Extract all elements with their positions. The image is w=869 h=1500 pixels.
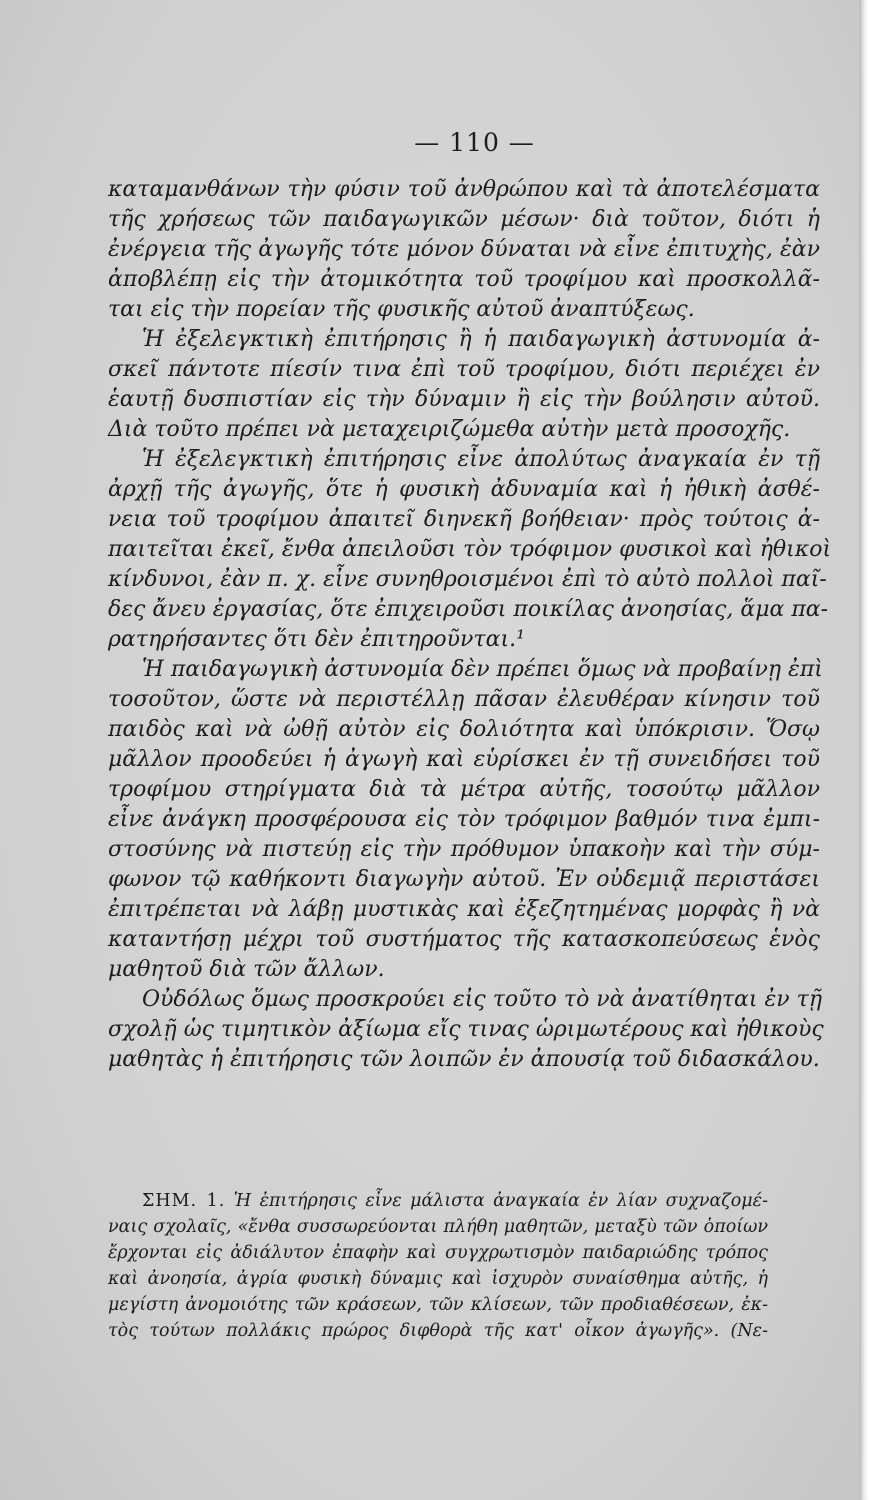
text-line: Ἡ ἐξελεγκτικὴ ἐπιτήρησις εἶνε ἀπολύτως ἀναγκαία ἐν τῇ — [142, 447, 820, 472]
text-line: εἶνε ἀνάγκη προσφέρουσα εἰς τὸν τρόφιμον βαθμόν τινα ἐμπι- — [108, 807, 820, 832]
text-line: καταμανθάνων τὴν φύσιν τοῦ ἀνθρώπου καὶ τὰ ἀποτελέσματα — [108, 177, 820, 202]
footnote-text: Ἡ ἐπιτήρησις εἶνε μάλιστα ἀναγκαία ἐν λίαν συχναζομέ- — [233, 1191, 768, 1211]
text-line: μαθητὰς ἡ ἐπιτήρησις τῶν λοιπῶν ἐν ἀπουσίᾳ τοῦ διδασκάλου. — [108, 1047, 820, 1072]
text-line: μᾶλλον προοδεύει ἡ ἀγωγὴ καὶ εὑρίσκει ἐν τῇ συνειδήσει τοῦ — [108, 747, 820, 772]
text-line: τῆς χρήσεως τῶν παιδαγωγικῶν μέσων· διὰ τοῦτον, διότι ἡ — [108, 207, 820, 232]
text-line: κίνδυνοι, ἐὰν π. χ. εἶνε συνηθροισμένοι ἐπὶ τὸ αὐτὸ πολλοὶ παῖ- — [108, 567, 827, 592]
text-line: σχολῇ ὡς τιμητικὸν ἀξίωμα εἴς τινας ὡριμωτέρους καὶ ἠθικοὺς — [108, 1017, 824, 1042]
footnote-line: ἔρχονται εἰς ἀδιάλυτον ἐπαφὴν καὶ συγχρωτισμὸν παιδαριώδης τρόπος — [108, 1243, 768, 1263]
footnote-line: μεγίστη ἀνομοιότης τῶν κράσεων, τῶν κλίσεων, τῶν προδιαθέσεων, ἐκ- — [108, 1295, 768, 1315]
text-line: παιδὸς καὶ νὰ ὠθῇ αὐτὸν εἰς δολιότητα καὶ ὑπόκρισιν. Ὅσῳ — [108, 717, 820, 742]
footnote — [108, 1190, 768, 1346]
text-line: καταντήσῃ μέχρι τοῦ συστήματος τῆς κατασκοπεύσεως ἑνὸς — [108, 927, 820, 952]
text-line: τροφίμου στηρίγματα διὰ τὰ μέτρα αὐτῆς, τοσούτῳ μᾶλλον — [108, 777, 820, 802]
text-line: Ἡ ἐξελεγκτικὴ ἐπιτήρησις ἢ ἡ παιδαγωγικὴ ἀστυνομία ἀ- — [142, 327, 820, 352]
footnote-first-line — [108, 1190, 768, 1212]
footnote-label: ΣΗΜ. 1. — [142, 1191, 226, 1211]
text-line: ἐπιτρέπεται νὰ λάβῃ μυστικὰς καὶ ἐξεζητημένας μορφὰς ἢ νὰ — [108, 897, 820, 922]
text-line: δες ἄνευ ἐργασίας, ὅτε ἐπιχειροῦσι ποικίλας ἀνοησίας, ἅμα πα- — [108, 597, 829, 622]
text-line: σκεῖ πάντοτε πίεσίν τινα ἐπὶ τοῦ τροφίμου, διότι περιέχει ἐν — [108, 357, 820, 382]
page-edge — [859, 0, 869, 1500]
text-line: ται εἰς τὴν πορείαν τῆς φυσικῆς αὐτοῦ ἀναπτύξεως. — [108, 297, 695, 322]
footnote-line: καὶ ἀνοησία, ἀγρία φυσικὴ δύναμις καὶ ἰσχυρὸν συναίσθημα αὐτῆς, ἡ — [108, 1269, 768, 1289]
footnote-line: ναις σχολαῖς, «ἔνθα συσσωρεύονται πλήθη μαθητῶν, μεταξὺ τῶν ὁποίων — [108, 1217, 768, 1237]
page-number: — 110 — — [414, 128, 535, 157]
text-line: ἀποβλέπῃ εἰς τὴν ἀτομικότητα τοῦ τροφίμου καὶ προσκολλᾶ- — [108, 267, 820, 292]
text-line: ἐνέργεια τῆς ἀγωγῆς τότε μόνον δύναται νὰ εἶνε ἐπιτυχὴς, ἐὰν — [108, 237, 820, 262]
text-line: ρατηρήσαντες ὅτι δὲν ἐπιτηροῦνται.¹ — [108, 627, 525, 652]
text-line: στοσύνης νὰ πιστεύῃ εἰς τὴν πρόθυμον ὑπακοὴν καὶ τὴν σύμ- — [108, 837, 820, 862]
footnote-line: τὸς τούτων πολλάκις πρώρος διφθορὰ τῆς κατ' οἶκον ἀγωγῆς». (Νε- — [108, 1321, 768, 1341]
text-line: τοσοῦτον, ὥστε νὰ περιστέλλῃ πᾶσαν ἐλευθέραν κίνησιν τοῦ — [108, 687, 820, 712]
text-line: φωνον τῷ καθήκοντι διαγωγὴν αὐτοῦ. Ἐν οὐδεμιᾷ περιστάσει — [108, 867, 820, 892]
body-text — [108, 176, 832, 1076]
text-line: παιτεῖται ἐκεῖ, ἔνθα ἀπειλοῦσι τὸν τρόφιμον φυσικοὶ καὶ ἠθικοὶ — [108, 537, 832, 562]
text-line: Διὰ τοῦτο πρέπει νὰ μεταχειριζώμεθα αὐτὴν μετὰ προσοχῆς. — [108, 417, 791, 442]
text-line: ἀρχῇ τῆς ἀγωγῆς, ὅτε ἡ φυσικὴ ἀδυναμία καὶ ἡ ἠθικὴ ἀσθέ- — [108, 477, 820, 502]
text-line: μαθητοῦ διὰ τῶν ἄλλων. — [108, 957, 385, 982]
text-line: Οὐδόλως ὅμως προσκρούει εἰς τοῦτο τὸ νὰ ἀνατίθηται ἐν τῇ — [142, 987, 823, 1012]
text-line: νεια τοῦ τροφίμου ἀπαιτεῖ διηνεκῆ βοήθειαν· πρὸς τούτοις ἀ- — [108, 507, 820, 532]
text-line: ἑαυτῇ δυσπιστίαν εἰς τὴν δύναμιν ἢ εἰς τὴν βούλησιν αὐτοῦ. — [108, 387, 820, 412]
text-line: Ἡ παιδαγωγικὴ ἀστυνομία δὲν πρέπει ὅμως νὰ προβαίνῃ ἐπὶ — [142, 657, 823, 682]
